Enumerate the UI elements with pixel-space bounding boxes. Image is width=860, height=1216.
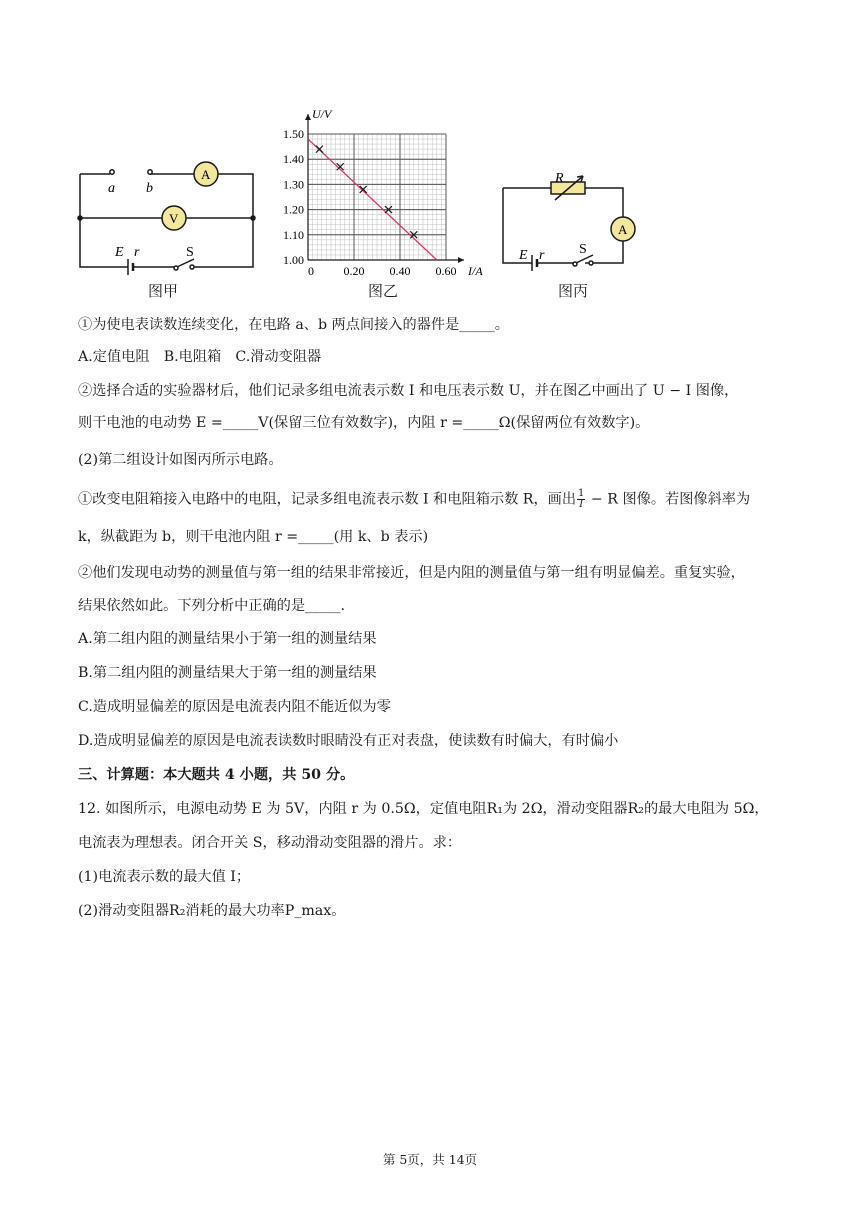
r-label: r bbox=[134, 245, 140, 260]
question-2-1-line1 bbox=[78, 489, 750, 510]
question-2-2-line1: ②他们发现电动势的测量值与第一组的结果非常接近，但是内阻的测量值与第一组有明显偏差。重复实验， bbox=[78, 565, 745, 581]
figure-jia-circuit bbox=[70, 160, 270, 275]
y-tick-label: 1.50 bbox=[283, 127, 304, 141]
fraction-numerator: 1 bbox=[578, 488, 585, 499]
caption-jia: 图甲 bbox=[148, 282, 179, 300]
circuit-jia-svg bbox=[70, 160, 270, 275]
x-tick-label: 0 bbox=[308, 264, 314, 278]
y-tick-label: 1.20 bbox=[283, 202, 304, 217]
question-2-1-line2: k，纵截距为 b，则干电池内阻 r =_____(用 k、b 表示) bbox=[78, 529, 429, 545]
fraction-1-over-I bbox=[577, 489, 585, 510]
caption-yi: 图乙 bbox=[368, 282, 399, 300]
question-1-2-line1: ②选择合适的实验器材后，他们记录多组电流表示数 I 和电压表示数 U，并在图乙中画出了 U − I 图像， bbox=[78, 383, 739, 399]
x-tick-label: 0.40 bbox=[389, 264, 411, 278]
question-12-line1: 12. 如图所示，电源电动势 E 为 5V，内阻 r 为 0.5Ω，定值电阻R₁为 2Ω，滑动变阻器R₂的最大电阻为 5Ω， bbox=[78, 801, 769, 817]
emf-label: E bbox=[115, 245, 124, 260]
y-tick-label: 1.10 bbox=[283, 227, 304, 242]
option-c: C.造成明显偏差的原因是电流表内阻不能近似为零 bbox=[78, 699, 391, 715]
question-1-1-options: A.定值电阻 B.电阻箱 C.滑动变阻器 bbox=[78, 349, 322, 365]
r-label: r bbox=[539, 248, 545, 263]
caption-bing: 图丙 bbox=[558, 282, 589, 300]
question-1-2-line2: 则干电池的电动势 E =_____V(保留三位有效数字)，内阻 r =_____Ω(保留两位有效数字)。 bbox=[78, 415, 650, 431]
label-a: a bbox=[108, 181, 115, 196]
switch-label: S bbox=[186, 245, 194, 260]
y-tick-label: 1.30 bbox=[283, 177, 304, 192]
question-12-part2: (2)滑动变阻器R₂消耗的最大功率P_max。 bbox=[78, 903, 346, 919]
question-2: (2)第二组设计如图丙所示电路。 bbox=[78, 452, 283, 468]
figure-yi-chart bbox=[268, 108, 498, 278]
emf-label: E bbox=[519, 248, 528, 263]
option-d: D.造成明显偏差的原因是电流表读数时眼睛没有正对表盘，使读数有时偏大，有时偏小 bbox=[78, 733, 619, 749]
x-axis-label: I/A bbox=[468, 264, 483, 278]
label-b: b bbox=[146, 181, 153, 196]
voltmeter-label: V bbox=[169, 211, 179, 226]
page-footer: 第 5页，共 14页 bbox=[382, 1152, 478, 1167]
x-tick-label: 0.20 bbox=[343, 264, 365, 278]
y-tick-label: 1.40 bbox=[283, 152, 304, 167]
y-tick-label: 1.00 bbox=[283, 253, 304, 267]
ui-chart-svg bbox=[268, 108, 498, 278]
switch-label: S bbox=[579, 242, 587, 257]
question-2-1-pre: ①改变电阻箱接入电路中的电阻，记录多组电流表示数 I 和电阻箱示数 R，画出 bbox=[78, 491, 577, 508]
question-1-1: ①为使电表读数连续变化，在电路 a、b 两点间接入的器件是_____。 bbox=[78, 317, 509, 333]
question-12-line2: 电流表为理想表。闭合开关 S，移动滑动变阻器的滑片。求： bbox=[78, 835, 462, 851]
figure-bing-circuit bbox=[495, 168, 645, 273]
question-2-2-line2: 结果依然如此。下列分析中正确的是_____. bbox=[78, 598, 345, 614]
ammeter-label: A bbox=[201, 167, 211, 182]
fraction-denominator: I bbox=[579, 499, 584, 510]
question-12-part1: (1)电流表示数的最大值 I； bbox=[78, 869, 251, 885]
resistor-label: R bbox=[555, 171, 564, 186]
ammeter-label: A bbox=[618, 222, 628, 237]
option-a: A.第二组内阻的测量结果小于第一组的测量结果 bbox=[78, 631, 377, 647]
y-axis-label: U/V bbox=[312, 107, 332, 121]
section-3-heading: 三、计算题：本大题共 4 小题，共 50 分。 bbox=[78, 767, 355, 783]
question-2-1-post: − R 图像。若图像斜率为 bbox=[586, 491, 751, 508]
y-axis-arrow bbox=[305, 114, 311, 120]
x-axis-arrow bbox=[458, 257, 464, 263]
option-b: B.第二组内阻的测量结果大于第一组的测量结果 bbox=[78, 665, 377, 681]
circuit-bing-svg bbox=[495, 168, 645, 273]
x-tick-label: 0.60 bbox=[435, 264, 457, 278]
